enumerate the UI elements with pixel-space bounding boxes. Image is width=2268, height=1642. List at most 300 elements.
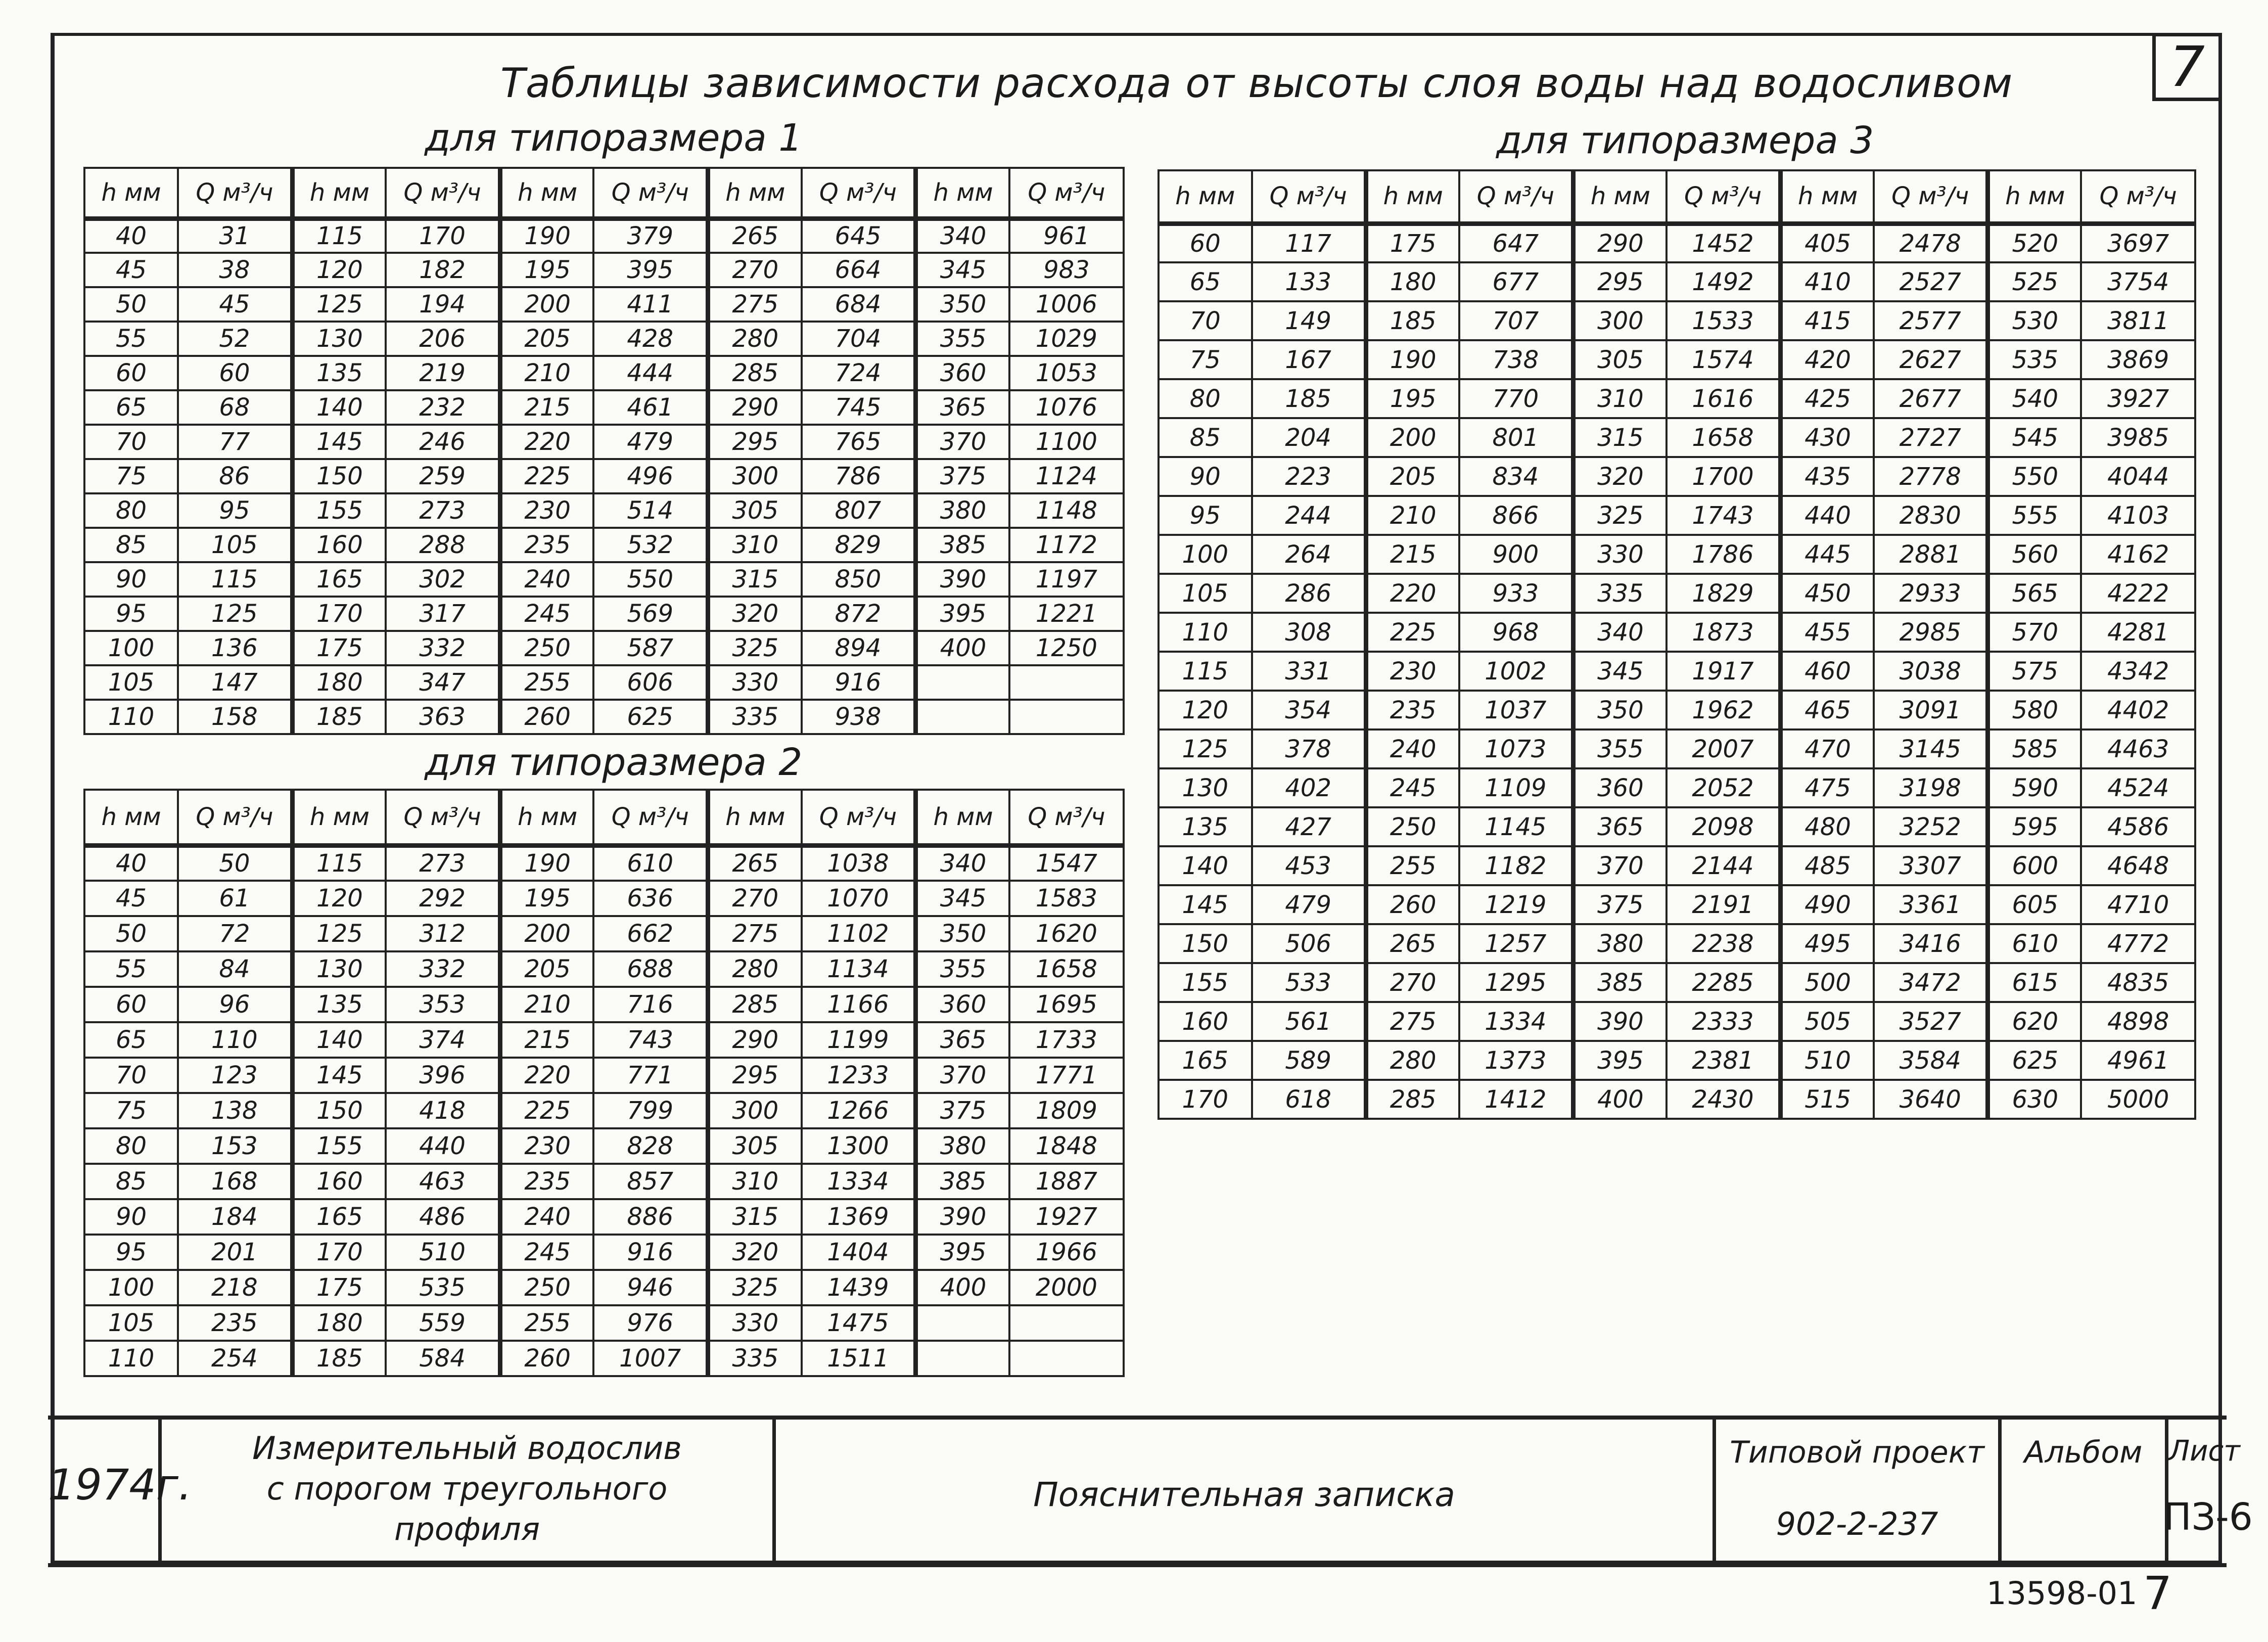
cell-q: 1809 xyxy=(1009,1093,1124,1128)
cell-h: 305 xyxy=(708,493,802,528)
cell-h: 150 xyxy=(1159,924,1252,963)
table-row xyxy=(1159,379,2195,418)
table-row xyxy=(84,287,1124,322)
cell-q: 1295 xyxy=(1459,963,1573,1002)
cell-q: 1002 xyxy=(1459,652,1573,691)
cell-q: 72 xyxy=(178,916,292,951)
cell-h: 300 xyxy=(708,1093,802,1128)
cell-h: 250 xyxy=(500,1270,593,1305)
cell-h: 325 xyxy=(1573,496,1667,535)
cell-h: 550 xyxy=(1988,457,2081,496)
cell-h: 320 xyxy=(1573,457,1667,496)
cell-q: 1134 xyxy=(802,951,916,987)
cell-h: 175 xyxy=(1366,223,1459,262)
cell-q: 561 xyxy=(1252,1002,1366,1041)
cell-h: 375 xyxy=(916,459,1009,493)
cell-q: 201 xyxy=(178,1235,292,1270)
cell-q: 354 xyxy=(1252,691,1366,729)
cell-q: 1658 xyxy=(1667,418,1781,457)
cell-q xyxy=(1009,700,1124,734)
cell-q: 77 xyxy=(178,425,292,459)
cell-q: 4402 xyxy=(2081,691,2195,729)
cell-h: 315 xyxy=(1573,418,1667,457)
col-header-q: Q м³/ч xyxy=(1009,790,1124,845)
table-row xyxy=(84,493,1124,528)
cell-h: 360 xyxy=(916,356,1009,390)
table-row xyxy=(84,1058,1124,1093)
cell-h: 365 xyxy=(1573,807,1667,846)
cell-q: 533 xyxy=(1252,963,1366,1002)
cell-h: 510 xyxy=(1781,1041,1874,1080)
cell-q: 1771 xyxy=(1009,1058,1124,1093)
table-row xyxy=(84,1199,1124,1235)
cell-h: 360 xyxy=(916,987,1009,1022)
table-row xyxy=(1159,457,2195,496)
cell-h: 135 xyxy=(292,356,386,390)
cell-h: 45 xyxy=(84,881,178,916)
cell-h: 200 xyxy=(1366,418,1459,457)
cell-h: 520 xyxy=(1988,223,2081,262)
cell-h: 445 xyxy=(1781,535,1874,574)
cell-h: 195 xyxy=(1366,379,1459,418)
cell-h: 90 xyxy=(1159,457,1252,496)
cell-q: 1266 xyxy=(802,1093,916,1128)
table-row xyxy=(84,1270,1124,1305)
cell-q: 219 xyxy=(386,356,500,390)
table-size-3 xyxy=(1158,169,2196,1120)
table2-title: для типоразмера 2 xyxy=(425,741,803,784)
cell-q: 1511 xyxy=(802,1341,916,1376)
cell-h: 55 xyxy=(84,951,178,987)
cell-h: 560 xyxy=(1988,535,2081,574)
cell-q: 123 xyxy=(178,1058,292,1093)
cell-q: 286 xyxy=(1252,574,1366,613)
cell-h: 215 xyxy=(500,390,593,425)
cell-h: 330 xyxy=(1573,535,1667,574)
cell-h: 275 xyxy=(708,916,802,951)
cell-h: 170 xyxy=(1159,1080,1252,1119)
cell-q: 1300 xyxy=(802,1128,916,1164)
cell-h: 155 xyxy=(1159,963,1252,1002)
cell-h: 315 xyxy=(708,1199,802,1235)
cell-h: 115 xyxy=(292,845,386,881)
cell-h: 410 xyxy=(1781,262,1874,301)
cell-q: 799 xyxy=(593,1093,708,1128)
cell-q: 312 xyxy=(386,916,500,951)
table-row xyxy=(84,845,1124,881)
table-row xyxy=(1159,262,2195,301)
cell-q: 363 xyxy=(386,700,500,734)
cell-h: 400 xyxy=(916,631,1009,665)
cell-h: 310 xyxy=(708,528,802,562)
cell-q: 3252 xyxy=(1874,807,1988,846)
cell-h: 90 xyxy=(84,562,178,597)
cell-h: 370 xyxy=(916,1058,1009,1093)
cell-q: 125 xyxy=(178,597,292,631)
table-row xyxy=(1159,535,2195,574)
cell-q: 1029 xyxy=(1009,322,1124,356)
cell-h: 605 xyxy=(1988,885,2081,924)
col-header-h: h мм xyxy=(916,790,1009,845)
cell-h: 305 xyxy=(1573,340,1667,379)
table-row xyxy=(1159,223,2195,262)
cell-q: 379 xyxy=(593,218,708,253)
cell-q: 4710 xyxy=(2081,885,2195,924)
cell-q: 308 xyxy=(1252,613,1366,652)
cell-q: 688 xyxy=(593,951,708,987)
cell-h: 225 xyxy=(500,459,593,493)
cell-q: 771 xyxy=(593,1058,708,1093)
cell-q: 332 xyxy=(386,631,500,665)
cell-h: 80 xyxy=(84,1128,178,1164)
cell-h: 475 xyxy=(1781,768,1874,807)
cell-q: 2881 xyxy=(1874,535,1988,574)
cell-q: 2000 xyxy=(1009,1270,1124,1305)
table-row xyxy=(1159,924,2195,963)
table-size-2 xyxy=(83,789,1125,1377)
cell-h: 625 xyxy=(1988,1041,2081,1080)
cell-h: 210 xyxy=(1366,496,1459,535)
cell-q: 246 xyxy=(386,425,500,459)
col-header-h: h мм xyxy=(708,790,802,845)
cell-h: 290 xyxy=(1573,223,1667,262)
cell-h: 345 xyxy=(916,881,1009,916)
cell-h: 270 xyxy=(1366,963,1459,1002)
cell-q: 2527 xyxy=(1874,262,1988,301)
table-row xyxy=(1159,1002,2195,1041)
cell-h: 80 xyxy=(1159,379,1252,418)
table-row xyxy=(84,631,1124,665)
table-row xyxy=(84,1341,1124,1376)
cell-q: 1100 xyxy=(1009,425,1124,459)
cell-h: 380 xyxy=(916,493,1009,528)
col-header-h: h мм xyxy=(84,790,178,845)
cell-q: 1547 xyxy=(1009,845,1124,881)
cell-q: 115 xyxy=(178,562,292,597)
cell-q: 743 xyxy=(593,1022,708,1058)
cell-q: 738 xyxy=(1459,340,1573,379)
cell-h: 615 xyxy=(1988,963,2081,1002)
cell-h: 345 xyxy=(916,253,1009,287)
cell-q: 1533 xyxy=(1667,301,1781,340)
cell-h: 140 xyxy=(292,390,386,425)
table-row xyxy=(84,987,1124,1022)
col-header-h: h мм xyxy=(1159,170,1252,223)
cell-q: 273 xyxy=(386,493,500,528)
cell-q: 292 xyxy=(386,881,500,916)
cell-h: 285 xyxy=(708,356,802,390)
cell-q: 1124 xyxy=(1009,459,1124,493)
cell-h: 220 xyxy=(500,1058,593,1093)
col-header-h: h мм xyxy=(1366,170,1459,223)
cell-h: 225 xyxy=(500,1093,593,1128)
cell-h: 425 xyxy=(1781,379,1874,418)
table-row xyxy=(84,459,1124,493)
cell-h: 335 xyxy=(708,1341,802,1376)
cell-h: 200 xyxy=(500,287,593,322)
col-header-q: Q м³/ч xyxy=(386,168,500,218)
cell-q: 2333 xyxy=(1667,1002,1781,1041)
cell-h: 180 xyxy=(292,1305,386,1341)
cell-h: 285 xyxy=(1366,1080,1459,1119)
cell-h: 585 xyxy=(1988,729,2081,768)
cell-h: 235 xyxy=(500,528,593,562)
cell-h: 530 xyxy=(1988,301,2081,340)
col-header-q: Q м³/ч xyxy=(1252,170,1366,223)
cell-h: 140 xyxy=(292,1022,386,1058)
cell-h: 190 xyxy=(1366,340,1459,379)
cell-q: 418 xyxy=(386,1093,500,1128)
col-header-q: Q м³/ч xyxy=(178,168,292,218)
cell-q: 254 xyxy=(178,1341,292,1376)
cell-q: 347 xyxy=(386,665,500,700)
col-header-h: h мм xyxy=(292,790,386,845)
cell-h: 320 xyxy=(708,597,802,631)
cell-q: 402 xyxy=(1252,768,1366,807)
page-number: 7 xyxy=(2143,1567,2172,1620)
table-row xyxy=(84,1235,1124,1270)
cell-q: 3985 xyxy=(2081,418,2195,457)
cell-h: 230 xyxy=(500,493,593,528)
cell-q: 374 xyxy=(386,1022,500,1058)
cell-h: 360 xyxy=(1573,768,1667,807)
cell-h xyxy=(916,665,1009,700)
cell-q: 2191 xyxy=(1667,885,1781,924)
cell-h: 590 xyxy=(1988,768,2081,807)
cell-h: 385 xyxy=(1573,963,1667,1002)
cell-q: 636 xyxy=(593,881,708,916)
cell-q: 4772 xyxy=(2081,924,2195,963)
cell-h: 400 xyxy=(916,1270,1009,1305)
cell-q: 938 xyxy=(802,700,916,734)
col-header-h: h мм xyxy=(500,790,593,845)
cell-h: 60 xyxy=(1159,223,1252,262)
cell-q: 961 xyxy=(1009,218,1124,253)
cell-q: 850 xyxy=(802,562,916,597)
cell-q: 684 xyxy=(802,287,916,322)
cell-h: 85 xyxy=(84,1164,178,1199)
cell-h: 490 xyxy=(1781,885,1874,924)
cell-q xyxy=(1009,1341,1124,1376)
cell-h: 250 xyxy=(1366,807,1459,846)
cell-q: 206 xyxy=(386,322,500,356)
cell-h: 545 xyxy=(1988,418,2081,457)
cell-h: 325 xyxy=(708,631,802,665)
table-row xyxy=(84,528,1124,562)
col-header-h: h мм xyxy=(84,168,178,218)
cell-h: 480 xyxy=(1781,807,1874,846)
cell-q: 765 xyxy=(802,425,916,459)
document-code: 13598-01 xyxy=(1986,1575,2138,1612)
cell-q: 4835 xyxy=(2081,963,2195,1002)
cell-h: 455 xyxy=(1781,613,1874,652)
cell-q: 1475 xyxy=(802,1305,916,1341)
cell-q: 3811 xyxy=(2081,301,2195,340)
cell-h: 450 xyxy=(1781,574,1874,613)
cell-h: 555 xyxy=(1988,496,2081,535)
cell-q: 1037 xyxy=(1459,691,1573,729)
cell-h: 325 xyxy=(708,1270,802,1305)
col-header-q: Q м³/ч xyxy=(593,790,708,845)
cell-q: 724 xyxy=(802,356,916,390)
cell-h: 130 xyxy=(292,951,386,987)
cell-q: 3145 xyxy=(1874,729,1988,768)
cell-q: 149 xyxy=(1252,301,1366,340)
cell-q: 2577 xyxy=(1874,301,1988,340)
cell-h: 125 xyxy=(1159,729,1252,768)
cell-q: 50 xyxy=(178,845,292,881)
cell-h: 170 xyxy=(292,1235,386,1270)
cell-h: 60 xyxy=(84,356,178,390)
cell-h: 390 xyxy=(916,562,1009,597)
cell-q: 2627 xyxy=(1874,340,1988,379)
cell-h: 140 xyxy=(1159,846,1252,885)
cell-h: 105 xyxy=(84,665,178,700)
cell-q: 872 xyxy=(802,597,916,631)
cell-q: 2098 xyxy=(1667,807,1781,846)
cell-q: 807 xyxy=(802,493,916,528)
cell-q: 3361 xyxy=(1874,885,1988,924)
cell-q: 396 xyxy=(386,1058,500,1093)
cell-h: 40 xyxy=(84,218,178,253)
cell-h: 50 xyxy=(84,287,178,322)
cell-h: 300 xyxy=(1573,301,1667,340)
cell-h: 295 xyxy=(708,1058,802,1093)
table-row xyxy=(1159,963,2195,1002)
cell-q: 801 xyxy=(1459,418,1573,457)
cell-q: 331 xyxy=(1252,652,1366,691)
cell-h: 130 xyxy=(292,322,386,356)
cell-h: 55 xyxy=(84,322,178,356)
cell-q: 550 xyxy=(593,562,708,597)
cell-q: 933 xyxy=(1459,574,1573,613)
stamp-object-line3: профиля xyxy=(394,1511,540,1547)
cell-q: 625 xyxy=(593,700,708,734)
cell-q: 486 xyxy=(386,1199,500,1235)
cell-h: 230 xyxy=(1366,652,1459,691)
cell-q: 589 xyxy=(1252,1041,1366,1080)
cell-h: 125 xyxy=(292,287,386,322)
cell-q: 770 xyxy=(1459,379,1573,418)
cell-h: 145 xyxy=(292,425,386,459)
cell-h: 505 xyxy=(1781,1002,1874,1041)
cell-q: 332 xyxy=(386,951,500,987)
cell-q: 1829 xyxy=(1667,574,1781,613)
col-header-h: h мм xyxy=(1573,170,1667,223)
cell-h: 380 xyxy=(1573,924,1667,963)
cell-q: 2430 xyxy=(1667,1080,1781,1119)
cell-h: 405 xyxy=(1781,223,1874,262)
cell-q: 2007 xyxy=(1667,729,1781,768)
cell-h: 355 xyxy=(916,951,1009,987)
cell-q: 259 xyxy=(386,459,500,493)
cell-q: 86 xyxy=(178,459,292,493)
cell-q: 1873 xyxy=(1667,613,1781,652)
table-row xyxy=(1159,613,2195,652)
cell-h: 465 xyxy=(1781,691,1874,729)
cell-h: 245 xyxy=(1366,768,1459,807)
cell-q: 2052 xyxy=(1667,768,1781,807)
cell-q: 1145 xyxy=(1459,807,1573,846)
cell-q: 2830 xyxy=(1874,496,1988,535)
cell-q: 968 xyxy=(1459,613,1573,652)
cell-h: 330 xyxy=(708,1305,802,1341)
cell-h: 205 xyxy=(500,951,593,987)
cell-q: 645 xyxy=(802,218,916,253)
cell-h: 100 xyxy=(1159,535,1252,574)
cell-q: 559 xyxy=(386,1305,500,1341)
table-row xyxy=(1159,340,2195,379)
cell-h: 345 xyxy=(1573,652,1667,691)
cell-q: 1053 xyxy=(1009,356,1124,390)
cell-q: 117 xyxy=(1252,223,1366,262)
cell-q: 2933 xyxy=(1874,574,1988,613)
cell-q: 2778 xyxy=(1874,457,1988,496)
cell-q: 3416 xyxy=(1874,924,1988,963)
table-row xyxy=(84,322,1124,356)
cell-q: 264 xyxy=(1252,535,1366,574)
cell-h: 70 xyxy=(1159,301,1252,340)
cell-q: 496 xyxy=(593,459,708,493)
cell-h: 65 xyxy=(1159,262,1252,301)
cell-q: 2677 xyxy=(1874,379,1988,418)
cell-h: 125 xyxy=(292,916,386,951)
col-header-q: Q м³/ч xyxy=(593,168,708,218)
cell-q: 3198 xyxy=(1874,768,1988,807)
table-row xyxy=(84,700,1124,734)
cell-h: 95 xyxy=(1159,496,1252,535)
cell-q: 587 xyxy=(593,631,708,665)
cell-q: 1620 xyxy=(1009,916,1124,951)
cell-h: 350 xyxy=(916,287,1009,322)
cell-h: 355 xyxy=(916,322,1009,356)
cell-h: 365 xyxy=(916,390,1009,425)
cell-q: 707 xyxy=(1459,301,1573,340)
cell-q: 4103 xyxy=(2081,496,2195,535)
cell-h: 395 xyxy=(916,597,1009,631)
cell-q: 1917 xyxy=(1667,652,1781,691)
cell-q: 5000 xyxy=(2081,1080,2195,1119)
cell-h: 150 xyxy=(292,459,386,493)
cell-h: 535 xyxy=(1988,340,2081,379)
cell-q: 4281 xyxy=(2081,613,2195,652)
stamp-object-cell xyxy=(162,1420,776,1563)
cell-h: 70 xyxy=(84,1058,178,1093)
cell-h: 235 xyxy=(1366,691,1459,729)
cell-h: 250 xyxy=(500,631,593,665)
cell-h: 220 xyxy=(500,425,593,459)
cell-q: 916 xyxy=(802,665,916,700)
cell-h: 375 xyxy=(1573,885,1667,924)
cell-q: 235 xyxy=(178,1305,292,1341)
cell-h: 200 xyxy=(500,916,593,951)
cell-h: 70 xyxy=(84,425,178,459)
cell-h: 185 xyxy=(1366,301,1459,340)
cell-h: 335 xyxy=(1573,574,1667,613)
cell-h: 160 xyxy=(1159,1002,1252,1041)
cell-h: 280 xyxy=(1366,1041,1459,1080)
stamp-sheet-code: ПЗ-6 xyxy=(2163,1495,2253,1539)
cell-h: 175 xyxy=(292,1270,386,1305)
cell-h: 220 xyxy=(1366,574,1459,613)
cell-h: 50 xyxy=(84,916,178,951)
cell-q: 411 xyxy=(593,287,708,322)
table-row xyxy=(84,1164,1124,1199)
cell-h: 225 xyxy=(1366,613,1459,652)
cell-q: 2238 xyxy=(1667,924,1781,963)
col-header-h: h мм xyxy=(1781,170,1874,223)
cell-q: 52 xyxy=(178,322,292,356)
